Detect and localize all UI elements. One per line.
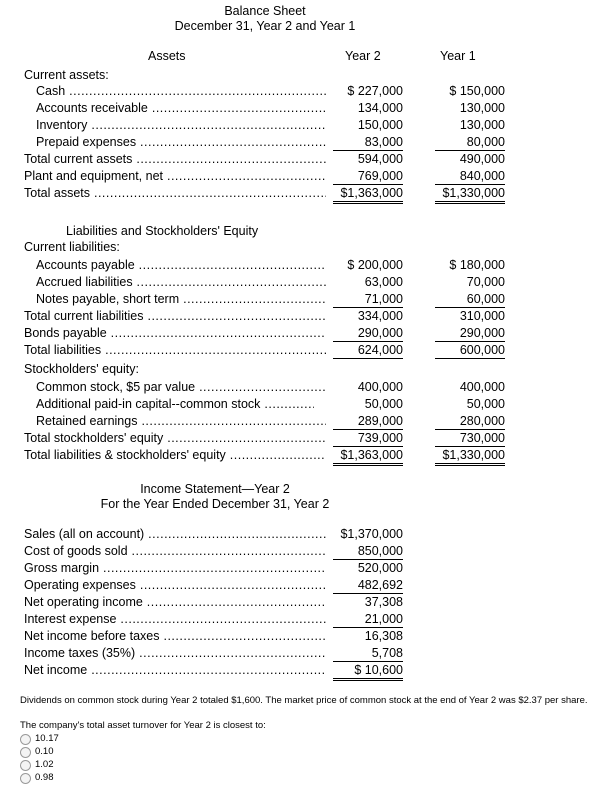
year1-value: 840,000 <box>435 169 505 185</box>
income-line-label: Operating expenses ..... <box>24 578 326 593</box>
line-item-label: Cash ..... <box>36 84 326 99</box>
year2-value: 63,000 <box>364 275 403 289</box>
income-value: $ 10,600 <box>333 663 403 681</box>
radio-button[interactable] <box>20 773 31 784</box>
year2-value: $1,363,000 <box>333 448 403 466</box>
liabilities-equity-heading: Liabilities and Stockholders' Equity <box>66 224 259 238</box>
line-item-label: Additional paid-in capital--common stock ..... <box>36 397 314 412</box>
radio-button[interactable] <box>20 747 31 758</box>
year2-value: 624,000 <box>333 343 403 359</box>
year1-value: 280,000 <box>435 414 505 430</box>
income-value: 21,000 <box>333 612 403 628</box>
year2-value: $ 227,000 <box>347 84 403 98</box>
year1-value: 290,000 <box>435 326 505 342</box>
income-value: 482,692 <box>333 578 403 594</box>
radio-button[interactable] <box>20 734 31 745</box>
income-statement-title: Income Statement—Year 2 <box>140 482 290 496</box>
income-value: 5,708 <box>333 646 403 662</box>
year2-value: 594,000 <box>357 152 403 166</box>
year1-value: 600,000 <box>435 343 505 359</box>
year1-value: 490,000 <box>459 152 505 166</box>
dividend-note: Dividends on common stock during Year 2 totaled $1,600. The market price of common stock at the end of Year 2 was $2.37 per share. <box>20 695 588 706</box>
year1-column-header: Year 1 <box>440 49 476 63</box>
year2-value: 150,000 <box>357 118 403 132</box>
line-item-label: Total liabilities ..... <box>24 343 326 358</box>
year2-column-header: Year 2 <box>345 49 381 63</box>
income-line-label: Net income ..... <box>24 663 326 678</box>
line-item-label: Bonds payable ..... <box>24 326 326 341</box>
line-item-label: Total current liabilities ..... <box>24 309 326 324</box>
line-item-label: Notes payable, short term ..... <box>36 292 326 307</box>
year2-value: 290,000 <box>333 326 403 342</box>
income-line-label: Gross margin ..... <box>24 561 326 576</box>
line-item-label: Total current assets ..... <box>24 152 326 167</box>
year1-value: 70,000 <box>466 275 505 289</box>
year1-value: 400,000 <box>459 380 505 394</box>
income-statement-period: For the Year Ended December 31, Year 2 <box>100 497 330 511</box>
income-line-label: Net operating income ..... <box>24 595 326 610</box>
income-value: 520,000 <box>357 561 403 575</box>
year1-value: $ 180,000 <box>449 258 505 272</box>
line-item-label: Accounts payable ..... <box>36 258 326 273</box>
line-item-label: Total stockholders' equity ..... <box>24 431 326 446</box>
income-line-label: Net income before taxes ..... <box>24 629 326 644</box>
income-value: $1,370,000 <box>340 527 403 541</box>
year1-value: $1,330,000 <box>435 186 505 204</box>
year2-value: 134,000 <box>357 101 403 115</box>
year2-value: 400,000 <box>357 380 403 394</box>
radio-button[interactable] <box>20 760 31 771</box>
year1-value: 60,000 <box>435 292 505 308</box>
year2-value: 739,000 <box>333 431 403 447</box>
stockholders-equity-heading: Stockholders' equity: <box>24 362 139 376</box>
year1-value: $1,330,000 <box>435 448 505 466</box>
line-item-label: Common stock, $5 par value ..... <box>36 380 326 395</box>
year1-value: 730,000 <box>435 431 505 447</box>
income-line-label: Sales (all on account) ..... <box>24 527 326 542</box>
income-value: 16,308 <box>364 629 403 643</box>
year1-value: 310,000 <box>459 309 505 323</box>
line-item-label: Plant and equipment, net ..... <box>24 169 326 184</box>
line-item-label: Accounts receivable ..... <box>36 101 326 116</box>
year2-value: 334,000 <box>357 309 403 323</box>
option-label: 0.98 <box>35 772 54 783</box>
year2-value: 769,000 <box>333 169 403 185</box>
year1-value: $ 150,000 <box>449 84 505 98</box>
line-item-label: Total liabilities & stockholders' equity ..... <box>24 448 326 463</box>
line-item-label: Accrued liabilities ..... <box>36 275 326 290</box>
year2-value: 83,000 <box>333 135 403 151</box>
question-text: The company's total asset turnover for Year 2 is closest to: <box>20 720 266 731</box>
year1-value: 130,000 <box>459 101 505 115</box>
line-item-label: Inventory ..... <box>36 118 326 133</box>
option-label: 1.02 <box>35 759 54 770</box>
assets-heading: Assets <box>148 49 186 63</box>
income-line-label: Interest expense ..... <box>24 612 326 627</box>
year2-value: 50,000 <box>364 397 403 411</box>
year2-value: $1,363,000 <box>333 186 403 204</box>
year2-value: $ 200,000 <box>347 258 403 272</box>
income-value: 850,000 <box>333 544 403 560</box>
option-label: 10.17 <box>35 733 59 744</box>
line-item-label: Prepaid expenses ..... <box>36 135 326 150</box>
line-item-label: Total assets ..... <box>24 186 326 201</box>
year1-value: 130,000 <box>459 118 505 132</box>
year2-value: 71,000 <box>333 292 403 308</box>
income-line-label: Income taxes (35%) ..... <box>24 646 326 661</box>
option-label: 0.10 <box>35 746 54 757</box>
year2-value: 289,000 <box>333 414 403 430</box>
year1-value: 80,000 <box>435 135 505 151</box>
year1-value: 50,000 <box>466 397 505 411</box>
line-item-label: Retained earnings ..... <box>36 414 326 429</box>
current-liabilities-heading: Current liabilities: <box>24 240 120 254</box>
income-value: 37,308 <box>364 595 403 609</box>
balance-sheet-title: Balance Sheet <box>224 4 306 18</box>
balance-sheet-date: December 31, Year 2 and Year 1 <box>174 19 356 33</box>
current-assets-heading: Current assets: <box>24 68 109 82</box>
income-line-label: Cost of goods sold ..... <box>24 544 326 559</box>
